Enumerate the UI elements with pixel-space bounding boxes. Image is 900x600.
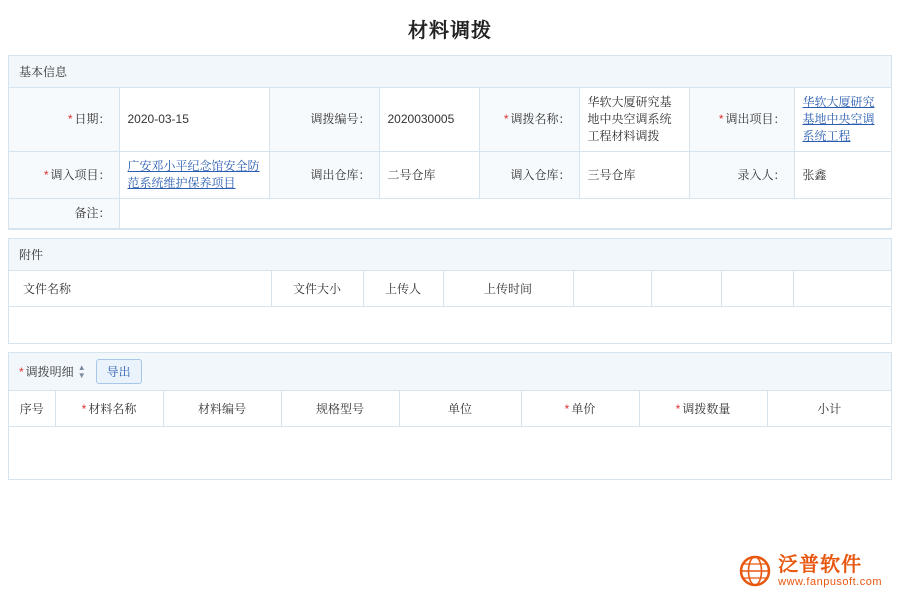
transfer-name-label-cell [479,88,579,152]
out-project-value-cell [794,88,891,152]
globe-icon [738,554,772,588]
attachment-panel [8,238,892,344]
date-label: 日期： [74,112,111,126]
out-project-label-cell [689,88,794,152]
detail-col-index[interactable]: 序号 [9,391,55,427]
detail-col-spec[interactable]: 规格型号 [281,391,399,427]
transfer-detail-empty-body [9,427,891,479]
creator-value[interactable]: 张鑫 [794,152,891,199]
out-store-value[interactable]: 二号仓库 [379,152,479,199]
required-mark-icon: * [718,112,724,126]
date-value-cell[interactable]: 2020-03-15 [119,88,269,152]
attachment-col-uploader[interactable]: 上传人 [363,271,443,307]
transfer-detail-title-wrap [19,363,86,380]
in-project-link[interactable]: 广安邓小平纪念馆安全防范系统维护保养项目 [127,159,260,190]
page-title: 材料调拨 [408,20,492,42]
remark-label: 备注： [9,199,119,229]
detail-col-unit[interactable]: 单位 [399,391,521,427]
attachment-col-filesize[interactable]: 文件大小 [271,271,363,307]
transfer-no-value[interactable]: 2020030005 [379,88,479,152]
out-project-label: 调出项目： [725,112,786,126]
detail-col-quantity-label: 调拨数量 [682,402,731,416]
transfer-detail-header [9,353,891,391]
attachment-header-row [9,271,891,307]
basic-row-3 [9,199,891,229]
detail-col-price-label: 单价 [571,402,596,416]
transfer-detail-header-row [9,391,891,427]
transfer-name-label: 调拨名称： [510,112,571,126]
detail-col-price[interactable] [521,391,639,427]
attachment-header: 附件 [9,239,891,271]
in-project-label: 调入项目： [50,167,111,182]
attachment-col-extra-4 [793,271,891,307]
required-mark-icon: * [564,402,570,416]
date-label-cell [9,88,119,152]
brand-text [778,554,882,588]
transfer-detail-table [9,391,891,427]
basic-info-panel [8,55,892,230]
attachment-table [9,271,891,307]
attachment-col-uploadtime[interactable]: 上传时间 [443,271,573,307]
remark-value[interactable] [119,199,891,229]
in-project-value-cell [119,152,269,199]
sort-icon[interactable]: ▲ ▼ [77,362,86,380]
basic-row-2 [9,152,891,199]
transfer-detail-panel [8,352,892,480]
attachment-col-extra-3 [721,271,793,307]
brand-logo [738,554,882,588]
required-mark-icon: * [675,402,681,416]
transfer-no-label: 调拨编号： [269,88,379,152]
attachment-col-extra-1 [573,271,651,307]
brand-name: 泛普软件 [778,553,863,576]
detail-col-material-name[interactable] [55,391,163,427]
required-mark-icon: * [81,402,87,416]
out-project-link[interactable]: 华软大厦研究基地中央空调系统工程 [802,95,875,143]
export-button[interactable]: 导出 [96,359,142,384]
out-store-label: 调出仓库： [269,152,379,199]
required-mark-icon: * [503,112,509,126]
creator-label: 录入人： [689,152,794,199]
transfer-detail-title: 调拨明细 [25,365,74,379]
detail-col-quantity[interactable] [639,391,767,427]
required-mark-icon: * [19,364,24,379]
detail-col-material-name-label: 材料名称 [88,402,137,416]
in-store-label: 调入仓库： [479,152,579,199]
attachment-col-filename[interactable]: 文件名称 [9,271,271,307]
basic-info-table [9,88,891,229]
detail-col-subtotal[interactable]: 小计 [767,391,891,427]
basic-info-header: 基本信息 [9,56,891,88]
in-project-label-cell [9,152,119,199]
transfer-name-value[interactable]: 华软大厦研究基地中央空调系统工程材料调拨 [579,88,689,152]
basic-row-1 [9,88,891,152]
in-store-value[interactable]: 三号仓库 [579,152,689,199]
required-mark-icon: * [43,167,49,182]
detail-col-material-no[interactable]: 材料编号 [163,391,281,427]
attachment-empty-body [9,307,891,343]
attachment-col-extra-2 [651,271,721,307]
brand-url: www.fanpusoft.com [778,575,882,588]
required-mark-icon: * [67,112,73,126]
